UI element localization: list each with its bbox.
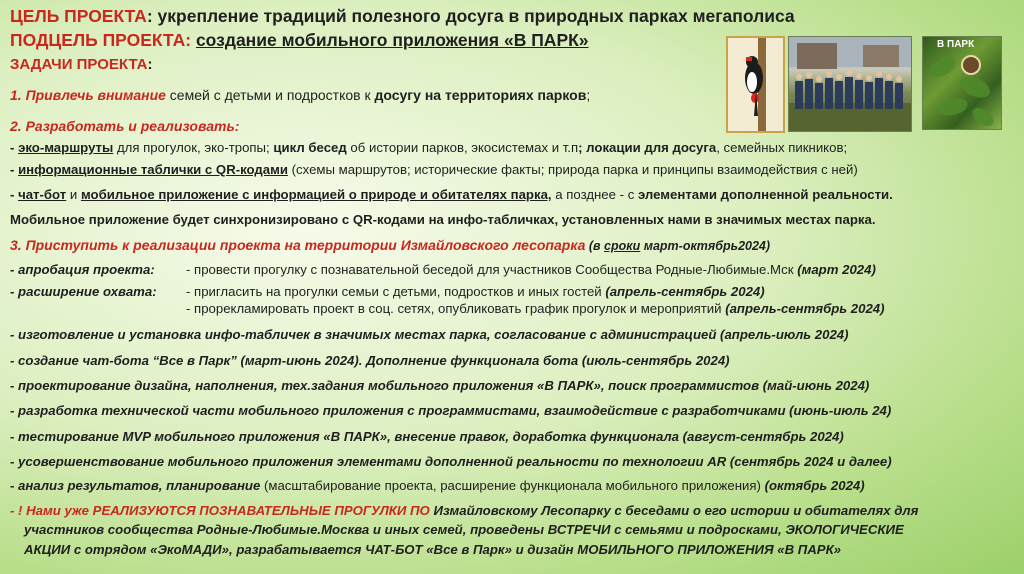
task1-line: 1. Привлечь внимание семей с детьми и подростков к досугу на территориях парков;: [10, 87, 591, 103]
leaves-icon: [923, 37, 1001, 129]
group-photo: [788, 36, 912, 132]
park-app-photo: [922, 36, 1002, 130]
task3-row2: - расширение охвата: - пригласить на прогулки семьи с детьми, подростков и иных гостей (апрель-сентябрь 2024): [10, 284, 765, 299]
goal-label: ЦЕЛЬ ПРОЕКТА: [10, 6, 147, 26]
task3-row1: - апробация проекта: - провести прогулку с познавательной беседой для участников Сообщества Родные-Любимые.Мск (март 2024): [10, 262, 876, 277]
goal-text: укрепление традиций полезного досуга в природных парках мегаполиса: [157, 6, 795, 26]
subgoal-text: создание мобильного приложения «В ПАРК»: [195, 30, 589, 50]
people-icon: [789, 37, 911, 131]
task3-item-2: - проектирование дизайна, наполнения, тех.задания мобильного приложения «В ПАРК», поиск программистов (май-июнь 2024): [10, 378, 870, 393]
task3-item-5: - усовершенствование мобильного приложения элементами дополненной реальности по технологии AR (сентябрь 2024 и далее): [10, 454, 892, 469]
task2-title: 2. Разработать и реализовать:: [10, 118, 240, 134]
note-line1: - ! Нами уже РЕАЛИЗУЮТСЯ ПОЗНАВАТЕЛЬНЫЕ ПРОГУЛКИ ПО Измайловскому Лесопарку с беседами о его истории и обитателях для: [10, 503, 919, 518]
note-line2: участников сообщества Родные-Любимые.Москва и иных семей, проведены ВСТРЕЧИ с семьями и подросками, ЭКОЛОГИЧЕСКИЕ: [24, 522, 904, 537]
task2-line2: - информационные таблички с QR-кодами (схемы маршрутов; исторические факты; природа парка и принципы взаимодействия с ней): [10, 162, 858, 177]
task3-item-4: - тестирование MVP мобильного приложения «В ПАРК», внесение правок, доработка функционала (август-сентябрь 2024): [10, 429, 844, 444]
task2-line3: - чат-бот и мобильное приложение с информацией о природе и обитателях парка, а позднее - с элементами дополненной реальности.: [10, 187, 893, 202]
photo3-caption: В ПАРК: [937, 39, 975, 50]
task2-line4: Мобильное приложение будет синхронизировано с QR-кодами на инфо-табличках, установленных нами в значимых местах парка.: [10, 212, 876, 227]
task2-line1: - эко-маршруты для прогулок, эко-тропы; цикл бесед об истории парков, экосистемах и т.п; локации для досуга, семейных пикников;: [10, 140, 848, 155]
task3-last: - анализ результатов, планирование (масштабирование проекта, расширение функционала мобильного приложения) (октябрь 2024): [10, 478, 865, 493]
woodpecker-photo: [726, 36, 785, 133]
tasks-label: ЗАДАЧИ ПРОЕКТА: [10, 56, 148, 73]
subgoal-line: [10, 30, 589, 50]
task3-item-1: - создание чат-бота “Все в Парк” (март-июнь 2024). Дополнение функционала бота (июль-сентябрь 2024): [10, 353, 730, 368]
subgoal-label: ПОДЦЕЛЬ ПРОЕКТА:: [10, 30, 192, 50]
task3-title-line: 3. Приступить к реализации проекта на территории Измайловского лесопарка (в сроки март-октябрь2024): [10, 237, 771, 253]
goal-line: ЦЕЛЬ ПРОЕКТА: укрепление традиций полезного досуга в природных парках мегаполиса: [10, 6, 795, 26]
note-line3: АКЦИИ с отрядом «ЭкоМАДИ», разрабатывается ЧАТ-БОТ «Все в Парк» и дизайн МОБИЛЬНОГО ПРИЛОЖЕНИЯ «В ПАРК»: [24, 542, 842, 557]
task3-item-0: - изготовление и установка инфо-табличек в значимых местах парка, согласование с администрацией (апрель-июль 2024): [10, 327, 849, 342]
tasks-label-line: ЗАДАЧИ ПРОЕКТА:: [10, 56, 153, 73]
task3-item-3: - разработка технической части мобильного приложения с программистами, взаимодействие с разработчиками (июнь-июль 24): [10, 403, 892, 418]
woodpecker-icon: [728, 38, 783, 131]
task3-row3: - прорекламировать проект в соц. сетях, опубликовать график прогулок и мероприятий (апрель-сентябрь 2024): [186, 301, 885, 316]
